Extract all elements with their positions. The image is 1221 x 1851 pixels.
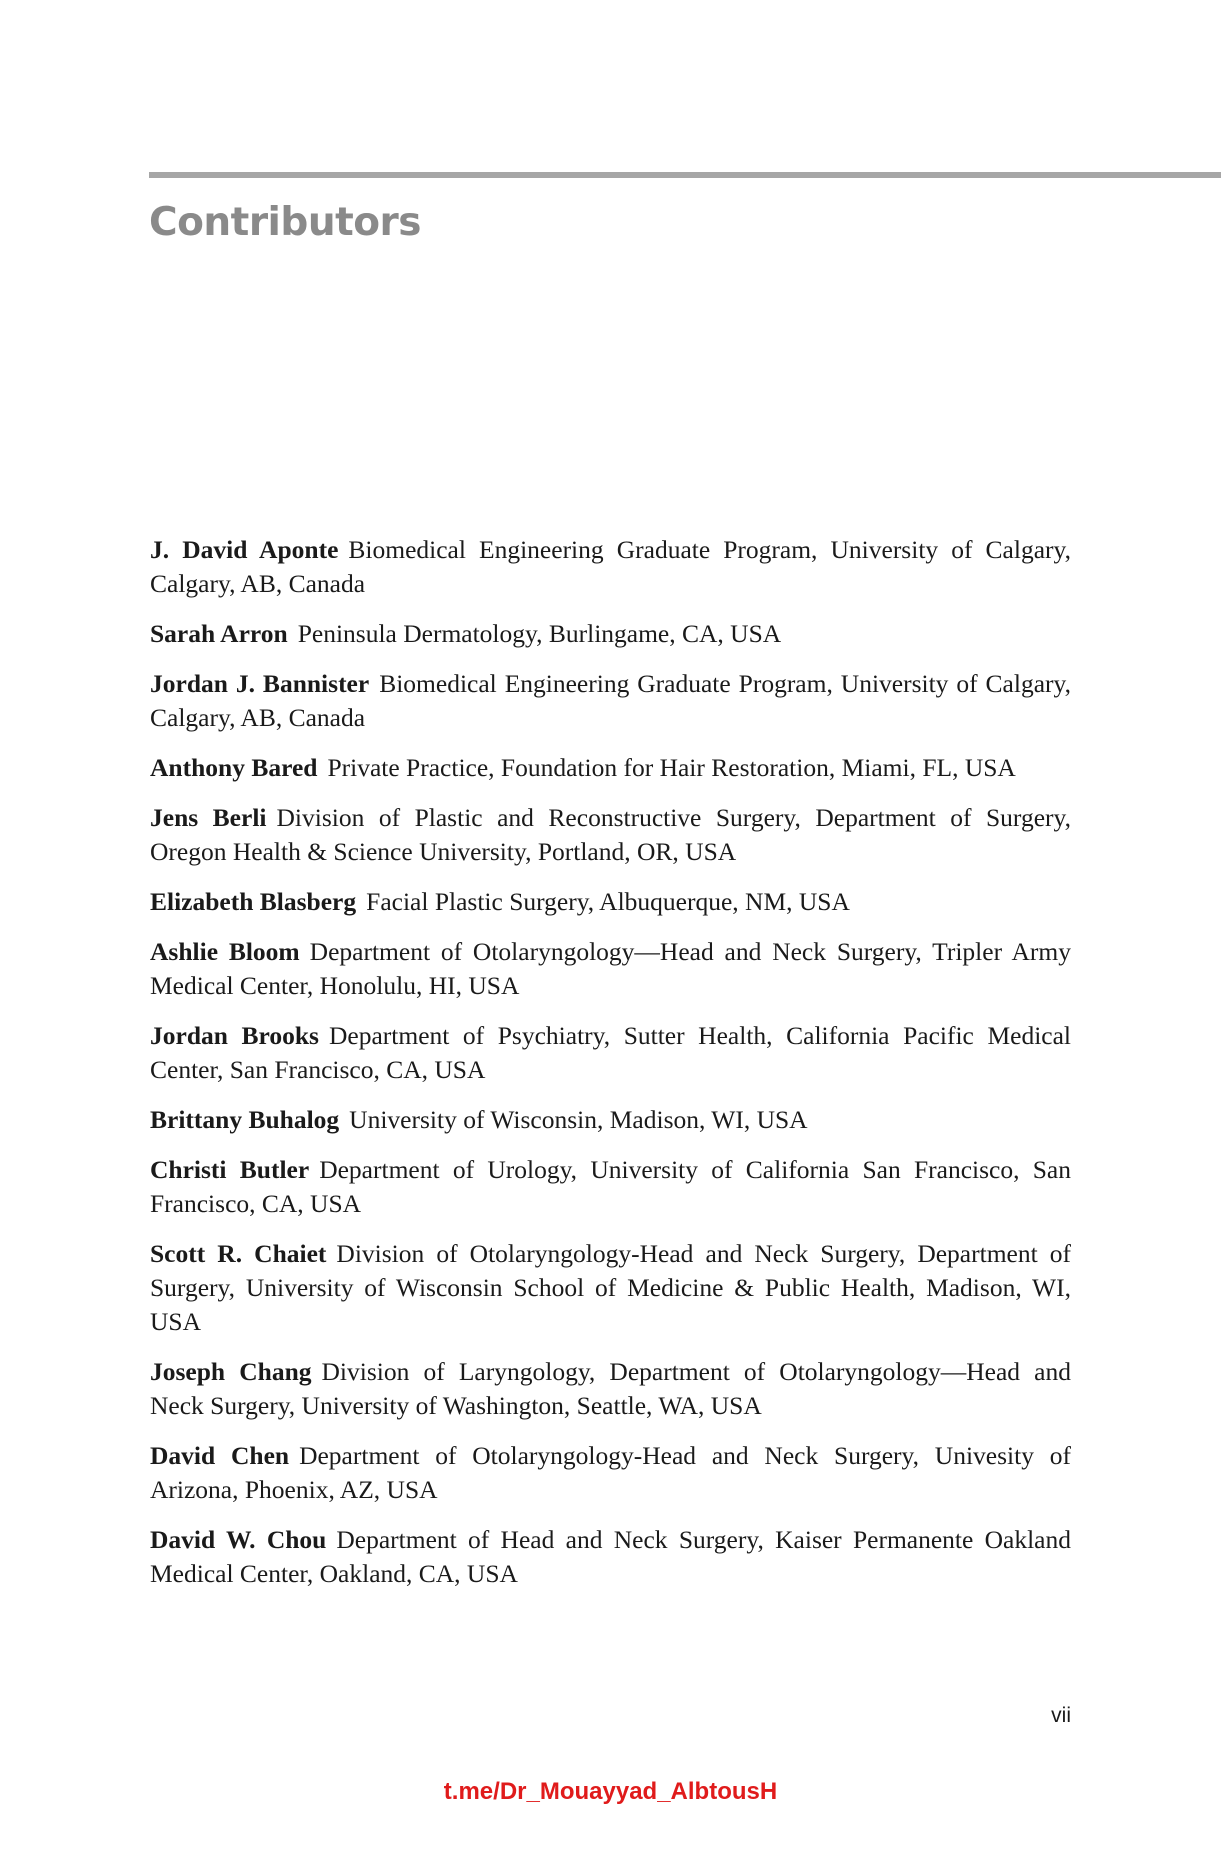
contributor-affiliation: Private Practice, Foundation for Hair Restoration, Miami, FL, USA xyxy=(327,753,1016,782)
contributor-affiliation: Department of Otolaryngology-Head and Neck Surgery, Univesity of Arizona, Phoenix, AZ, USA xyxy=(150,1441,1071,1504)
contributor-entry xyxy=(150,1153,1071,1221)
contributor-affiliation: Biomedical Engineering Graduate Program, University of Calgary, Calgary, AB, Canada xyxy=(150,669,1071,732)
contributor-name: Jordan J. Bannister xyxy=(150,669,370,698)
contributor-name: David W. Chou xyxy=(150,1525,327,1554)
header-rule xyxy=(149,172,1221,178)
watermark-link[interactable]: t.me/Dr_Mouayyad_AlbtousH xyxy=(443,1778,778,1805)
page-number: vii xyxy=(1051,1704,1071,1727)
contributor-affiliation: Facial Plastic Surgery, Albuquerque, NM, USA xyxy=(366,887,850,916)
contributor-affiliation: Biomedical Engineering Graduate Program, University of Calgary, Calgary, AB, Canada xyxy=(150,535,1071,598)
contributor-entry xyxy=(150,1237,1071,1339)
contributor-entry xyxy=(150,533,1071,601)
contributor-entry xyxy=(150,935,1071,1003)
contributor-affiliation: Division of Laryngology, Department of Otolaryngology—Head and Neck Surgery, University of Washington, Seattle, WA, USA xyxy=(150,1357,1071,1420)
contributor-name: Christi Butler xyxy=(150,1155,310,1184)
contributor-entry xyxy=(150,751,1071,785)
contributor-name: Scott R. Chaiet xyxy=(150,1239,327,1268)
contributor-name: Ashlie Bloom xyxy=(150,937,300,966)
page-title: Contributors xyxy=(149,200,421,245)
contributor-name: Sarah Arron xyxy=(150,619,288,648)
contributor-name: Jordan Brooks xyxy=(150,1021,319,1050)
contributor-name: J. David Aponte xyxy=(150,535,339,564)
contributor-name: Elizabeth Blasberg xyxy=(150,887,357,916)
contributor-affiliation: Department of Psychiatry, Sutter Health, California Pacific Medical Center, San Francisco, CA, USA xyxy=(150,1021,1071,1084)
contributor-name: Anthony Bared xyxy=(150,753,318,782)
contributor-name: Joseph Chang xyxy=(150,1357,312,1386)
contributor-affiliation: Division of Otolaryngology-Head and Neck Surgery, Department of Surgery, University of Wisconsin School of Medicine & Public Health, Madison, WI, USA xyxy=(150,1239,1072,1336)
contributor-entry xyxy=(150,617,1071,651)
contributors-list xyxy=(150,533,1071,1607)
contributor-affiliation: Division of Plastic and Reconstructive Surgery, Department of Surgery, Oregon Health & Science University, Portland, OR, USA xyxy=(150,803,1071,866)
contributor-affiliation: Department of Otolaryngology—Head and Neck Surgery, Tripler Army Medical Center, Honolulu, HI, USA xyxy=(150,937,1071,1000)
contributor-name: David Chen xyxy=(150,1441,290,1470)
contributor-entry xyxy=(150,1103,1071,1137)
contributor-name: Brittany Buhalog xyxy=(150,1105,340,1134)
contributor-entry xyxy=(150,1355,1071,1423)
contributor-entry xyxy=(150,1523,1071,1591)
contributor-entry xyxy=(150,885,1071,919)
contributor-name: Jens Berli xyxy=(150,803,267,832)
contributor-affiliation: Department of Head and Neck Surgery, Kaiser Permanente Oakland Medical Center, Oakland, CA, USA xyxy=(150,1525,1071,1588)
contributor-affiliation: Peninsula Dermatology, Burlingame, CA, USA xyxy=(297,619,782,648)
contributor-entry xyxy=(150,801,1071,869)
contributor-entry xyxy=(150,1019,1071,1087)
contributor-entry xyxy=(150,1439,1071,1507)
contributor-affiliation: University of Wisconsin, Madison, WI, USA xyxy=(349,1105,808,1134)
contributor-entry xyxy=(150,667,1071,735)
contributor-affiliation: Department of Urology, University of California San Francisco, San Francisco, CA, USA xyxy=(150,1155,1072,1218)
